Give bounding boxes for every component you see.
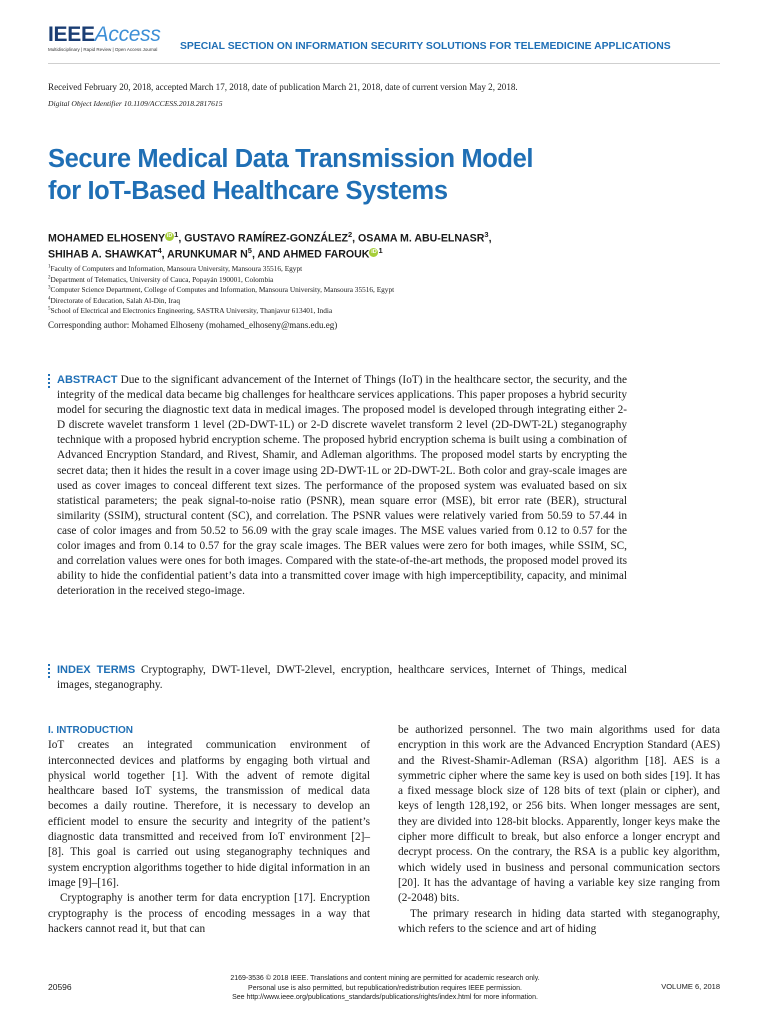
header-divider	[48, 63, 720, 64]
received-dates: Received February 20, 2018, accepted March 17, 2018, date of publication March 21, 2018, date of current version May 2, 2018.	[48, 82, 518, 92]
affiliation	[48, 306, 332, 315]
affiliation	[48, 264, 302, 273]
affiliation-text: Directorate of Education, Salah Al-Din, Iraq	[50, 295, 180, 305]
section-marker-icon	[48, 374, 50, 390]
abstract	[57, 373, 627, 599]
logo-access: Access	[94, 23, 161, 46]
affiliation-text: Computer Science Department, College of Computes and Information, Mansoura University, Mansoura 35516, Egypt	[50, 285, 395, 294]
footer-line: 2169-3536 © 2018 IEEE. Translations and content mining are permitted for academic research only.	[230, 975, 540, 982]
author-name: MOHAMED ELHOSENY	[48, 232, 166, 245]
affiliation-text: School of Electrical and Electronics Engineering, SASTRA University, Thanjavur 613401, India	[50, 306, 333, 315]
paper-title	[48, 143, 533, 207]
affiliation	[48, 275, 273, 284]
footer-line: Personal use is also permitted, but republication/redistribution requires IEEE permission.	[248, 984, 522, 992]
title-line-1: Secure Medical Data Transmission Model	[48, 145, 534, 173]
abstract-label: ABSTRACT	[57, 374, 118, 386]
logo-tagline: Multidisciplinary | Rapid Review | Open Access Journal	[48, 47, 158, 52]
index-terms-text: Cryptography, DWT-1level, DWT-2level, encryption, healthcare services, Internet of Things, medical images, steganography.	[57, 664, 627, 692]
orcid-icon[interactable]: iD	[371, 249, 377, 255]
author-name: , ARUNKUMAR N	[161, 248, 248, 261]
journal-logo	[48, 24, 161, 52]
body-paragraph: The primary research in hiding data started with steganography, which refers to the science and art of hiding	[398, 907, 720, 935]
abstract-text: Due to the significant advancement of the Internet of Things (IoT) in the healthcare sector, the security, and the integrity of the medical data became big challenges for healthcare services applications. This paper proposes a hybrid security model for securing the diagnostic text data in medical images. The proposed model is developed through integrating either 2-D discrete wavelet transform 1 level (2D-DWT-1L) or 2-D discrete wavelet transform 2 level (2D-DWT-2L) steganography technique with a proposed hybrid encryption scheme. The proposed hybrid encryption schema is built using a combination of Advanced Encryption Standard, and Rivest, Shamir, and Adleman algorithms. The proposed model starts by encrypting the secret data; then it hides the result in a cover image using 2D-DWT-1L or 2D-DWT-2L. Both color and gray-scale images are used as cover images to conceal different text sizes. The performance of the proposed system was evaluated based on six statistical parameters; the peak signal-to-noise ratio (PSNR), mean square error (MSE), bit error rate (BER), structural similarity (SSIM), structural content (SC), and correlation. The PSNR values were relatively varied from 50.59 to 57.44 in case of color images and from 50.52 to 56.09 with the gray scale images. The MSE values varied from 0.12 to 0.57 for the color images and from 0.14 to 0.57 for the gray scale images. The BER values were zero for both images, while SSIM, SC, and correlation values were ones for both images. Compared with the state-of-the-art methods, the proposed model proved its ability to hide the confidential patient’s data into a transmitted cover image with high imperceptibility, capacity, and minimal deterioration in the received stego-image.	[57, 374, 628, 598]
author-name: SHIHAB A. SHAWKAT	[48, 248, 158, 261]
volume-label: VOLUME 6, 2018	[661, 982, 720, 991]
affiliation-num: 1	[48, 264, 51, 270]
author-affil-num: 4	[157, 246, 162, 255]
affiliation	[48, 285, 394, 294]
author-affil-num: 5	[247, 246, 252, 255]
author-affil-num: 1	[378, 246, 383, 255]
author-name: , GUSTAVO RAMÍREZ-GONZÁLEZ	[178, 232, 348, 245]
affiliation-num: 5	[48, 306, 51, 312]
index-terms	[57, 663, 627, 693]
affiliation	[48, 296, 180, 305]
orcid-icon[interactable]: iD	[166, 233, 173, 239]
page-number: 20596	[48, 982, 72, 992]
author-line-2	[48, 246, 383, 261]
section-heading: I. INTRODUCTION	[48, 725, 133, 736]
affiliation-num: 4	[48, 296, 51, 302]
affiliation-text: Department of Telematics, University of Cauca, Popayán 190001, Colombia	[50, 274, 274, 284]
index-terms-label: INDEX TERMS	[57, 664, 136, 676]
author-line-1	[48, 230, 492, 245]
doi-line: Digital Object Identifier 10.1109/ACCESS.2018.2817615	[48, 99, 223, 108]
body-paragraph: be authorized personnel. The two main algorithms used for data encryption in this work are the Advanced Encryption Standard (AES) and the Rivest-Shamir-Adleman (RSA) algorithm [18]. AES is a symmetric cipher where the same key is used on both sides [19]. It has a fixed message block size of 128 bits of text (plain or cipher), and keys of length 128,192, or 256 bits. When longer messages are sent, they are divided into 128-bit blocks. Apparently, longer keys make the cipher more difficult to break, but also enforce a longer encrypt and decrypt process. On the contrary, the RSA is a public key algorithm, which widely used in business and personal communication sectors [20]. It has the advantage of having a variable key size ranging from (2-2048) bits.	[398, 724, 720, 905]
affiliation-num: 2	[48, 275, 51, 281]
corresponding-author: Corresponding author: Mohamed Elhoseny (mohamed_elhoseny@mans.edu.eg)	[48, 320, 338, 330]
author-affil-num: 3	[484, 230, 489, 239]
author-affil-num: 2	[348, 230, 353, 239]
affiliation-text: Faculty of Computers and Information, Mansoura University, Mansoura 35516, Egypt	[50, 264, 303, 273]
affiliation-num: 3	[48, 285, 51, 291]
copyright-footer	[180, 974, 590, 1003]
body-paragraph: Cryptography is another term for data encryption [17]. Encryption cryptography is the process of encoding messages in a way that hackers cannot read it, but that can	[48, 892, 370, 935]
special-section-title: SPECIAL SECTION ON INFORMATION SECURITY SOLUTIONS FOR TELEMEDICINE APPLICATIONS	[180, 41, 671, 52]
body-column-left	[48, 723, 370, 937]
author-separator: ,	[488, 232, 492, 245]
section-marker-icon	[48, 664, 50, 680]
title-line-2: for IoT-Based Healthcare Systems	[48, 177, 448, 205]
logo-ieee: IEEE	[48, 23, 95, 46]
author-affil-num: 1	[174, 230, 179, 239]
body-paragraph: IoT creates an integrated communication environment of interconnected devices and platforms by engaging both virtual and physical world together [1]. With the advent of remote digital healthcare based IoT systems, the transmission of medical data becomes a daily routine. Therefore, it is necessary to develop an efficient model to ensure the security and integrity of the patient’s diagnostic data transmitted and received from IoT environment [2]–[8]. This goal is carried out using steganography techniques and system encryption algorithms together to hide digital information in an image [9]–[16].	[48, 739, 370, 889]
body-column-right	[398, 723, 720, 937]
footer-line: See http://www.ieee.org/publications_standards/publications/rights/index.html for more information.	[232, 994, 538, 1001]
author-name: , OSAMA M. ABU-ELNASR	[352, 232, 485, 245]
author-name: , AND AHMED FAROUK	[251, 248, 370, 261]
